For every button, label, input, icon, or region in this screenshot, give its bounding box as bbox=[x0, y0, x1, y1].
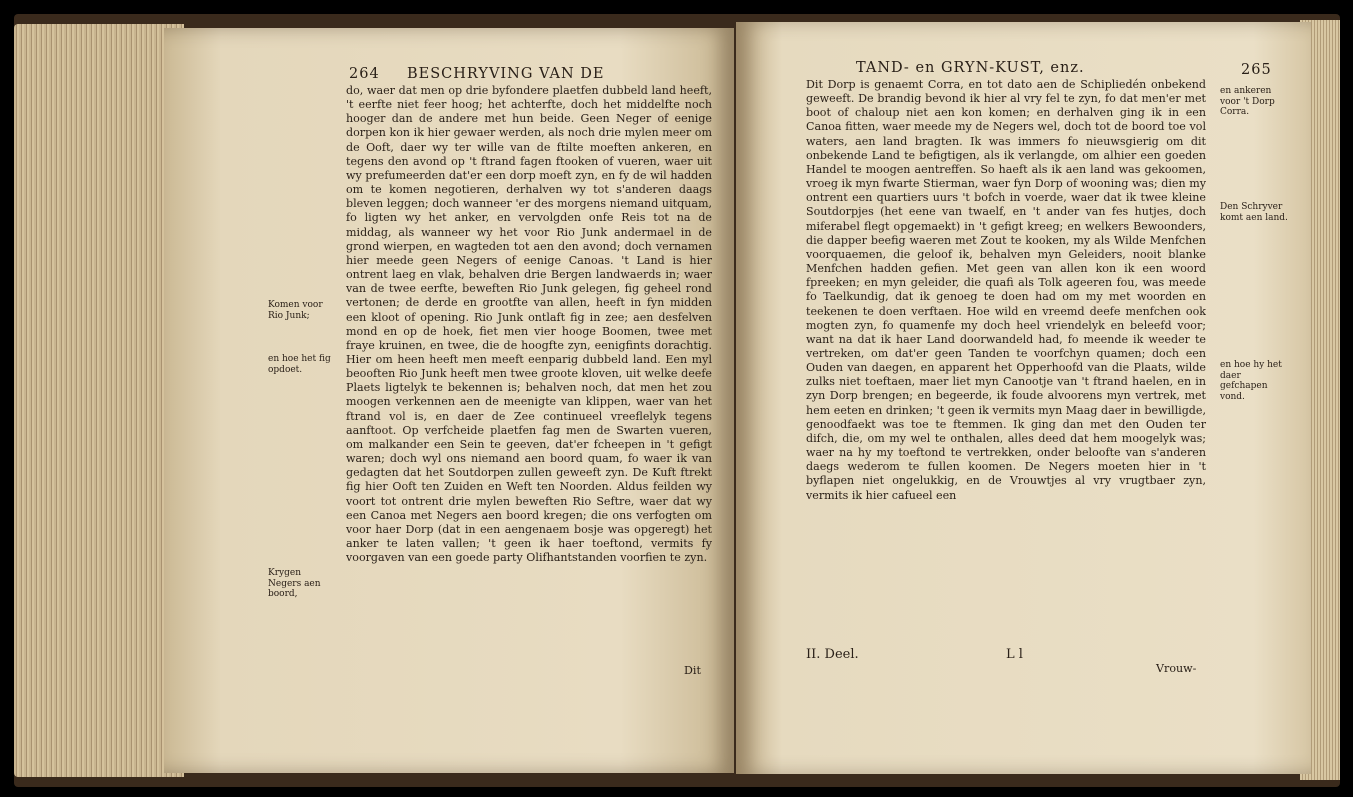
open-book bbox=[14, 14, 1340, 787]
right-running-head: TAND- en GRYN-KUST, enz. bbox=[856, 60, 1085, 76]
left-margin-note-2: en hoe het fig opdoet. bbox=[268, 354, 331, 375]
right-margin-note-1: en ankeren voor 't Dorp Corra. bbox=[1220, 86, 1275, 117]
left-page-number: 264 bbox=[349, 66, 380, 82]
page-edges-left bbox=[14, 24, 184, 777]
left-text-column bbox=[346, 84, 712, 698]
right-margin-note-3: en hoe hy het daer gefchapen vond. bbox=[1220, 360, 1282, 402]
right-catchword: Vrouw- bbox=[1156, 662, 1197, 675]
right-body-text: Dit Dorp is genaemt Corra, en tot dato aen de Schipliedén onbekend geweeft. De brandig bevond ik hier al vry fel te zyn, fo dat men'er met boot of chaloup niet aen kon komen; en derhalven ging ik in een Canoa fitten, waer meede my de Negers wel, doch tot de boord toe vol waters, aen land bragten. Ik was immers fo nieuwsgierig om dit onbekende Land te befigtigen, als ik verlangde, om alhier een goeden Handel te moogen aentreffen. So haeft als ik aen land was gekoomen, vroeg ik myn fwarte Stierman, waer fyn Dorp of wooning was; dien my ontrent een quartiers uurs 't bofch in voerde, waer dat ik twee kleine Soutdorpjes (het eene van twaelf, en 't ander van fes hutjes, doch miferabel flegt opgemaekt) in 't gefigt kreeg; en welkers Bewoonders, die dapper beefig waeren met Zout te kooken, my als Wilde Menfchen voorquaemen, die geloof ik, behalven myn Geleiders, nooit blanke Menfchen hadden gefien. Met geen van allen kon ik een woord fpreeken; en myn geleider, die quafi als Tolk ageeren fou, was meede fo Taelkundig, dat ik genoeg te doen had om my met woorden en teekenen te doen verftaen. Hoe wild en vreemd deefe menfchen ook mogten zyn, fo quamenfe my doch heel vriendelyk en beleefd voor; want na dat ik haer Land doorwandeld had, fo meende ik weeder te vertreken, om dat'er geen Tanden te voorfchyn quamen; doch een Ouden van daegen, en apparent het Opperhoofd van die Plaats, wilde zulks niet toeftaen, maer liet myn Canootje van 't ftrand haelen, en in zyn Dorp brengen; en begeerde, ik foude alvoorens myn vertrek, met hem eeten en drinken; 't geen ik vermits myn Maag daer in bewilligde, genoodfaekt was toe te ftemmen. Ik ging dan met den Ouden ter difch, die, om my wel te onthalen, alles deed dat hem moogelyk was; waer na hy my toeftond te vertrekken, onder beloofte van s'anderen daegs wederom te fullen koomen. De Negers moeten hier in 't byflapen niet ongelukkig, en de Vrouwtjes al vry vrugtbaer zyn, vermits ik hier cafueel een bbox=[806, 78, 1206, 502]
left-catchword: Dit bbox=[684, 664, 701, 677]
left-margin-note-3: Krygen Negers aen boord, bbox=[268, 568, 321, 599]
right-margin-note-2: Den Schryver komt aen land. bbox=[1220, 202, 1288, 223]
right-page bbox=[736, 22, 1311, 774]
right-signature: II. Deel. bbox=[806, 647, 859, 662]
right-page-number: 265 bbox=[1241, 62, 1272, 78]
left-margin-note-1: Komen voor Rio Junk; bbox=[268, 300, 323, 321]
left-running-head: BESCHRYVING VAN DE bbox=[407, 66, 605, 82]
left-body-text: do, waer dat men op drie byfondere plaetfen dubbeld land heeft, 't eerfte niet feer hoog; het achterfte, doch het middelfte noch hooger dan de andere met hun beide. Geen Neger of eenige dorpen kon ik hier gewaer werden, als noch drie mylen meer om de Ooft, daer wy ter wille van de ftilte moeften ankeren, en tegens den avond op 't ftrand fagen ftooken of vueren, waer uit wy prefumeerden dat'er een dorp moeft zyn, en fy de wil hadden om te komen negotieren, derhalven wy tot s'anderen daags bleven leggen; doch wanneer 'er des morgens niemand uitquam, fo ligten wy het anker, en vervolgden onfe Reis tot na de middag, als wanneer wy het voor Rio Junk andermael in de grond wierpen, en wagteden tot aen den avond; doch vernamen hier meede geen Negers of eenige Canoas. 't Land is hier ontrent laeg en vlak, behalven drie Bergen landwaerds in; waer van de twee eerfte, beweften Rio Junk gelegen, fig geheel rond vertonen; de derde en grootfte van allen, heeft in fyn midden een kloot of opening. Rio Junk ontlaft fig in zee; aen desfelven mond en op de hoek, fiet men vier hooge Boomen, twee met fraye kruinen, en twee, die de hoogfte zyn, eenigfints dorachtig. Hier om heen heeft men meeft eenparig dubbeld land. Een myl beooften Rio Junk heeft men twee groote kloven, uit welke deefe Plaets ligtelyk te bekennen is; behalven noch, dat men het zou moogen verkennen aen de meenigte van klippen, waer van het ftrand vol is, en daer de Zee continueel vreeflelyk tegens aanftoot. Op verfcheide plaetfen fag men de Swarten vueren, om malkander een Sein te geeven, dat'er fcheepen in 't gefigt waren; doch wyl ons niemand aen boord quam, fo waer ik van gedagten dat het Soutdorpen zullen geweeft zyn. De Kuft ftrekt fig hier Ooft ten Zuiden en Weft ten Noorden. Aldus feilden wy voort tot ontrent drie mylen beweften Rio Seftre, waer dat wy een Canoa met Negers aen boord kregen; die ons verfogten om voor haer Dorp (dat in een aengenaem bosje was opgeregt) het anker te laten vallen; 't geen ik haer toeftond, vermits fy voorgaven van een goede party Olifhantstanden voorfien te zyn. bbox=[346, 84, 712, 565]
right-signature-mark: L l bbox=[1006, 647, 1023, 662]
right-text-column bbox=[806, 78, 1206, 646]
left-page bbox=[164, 28, 734, 773]
